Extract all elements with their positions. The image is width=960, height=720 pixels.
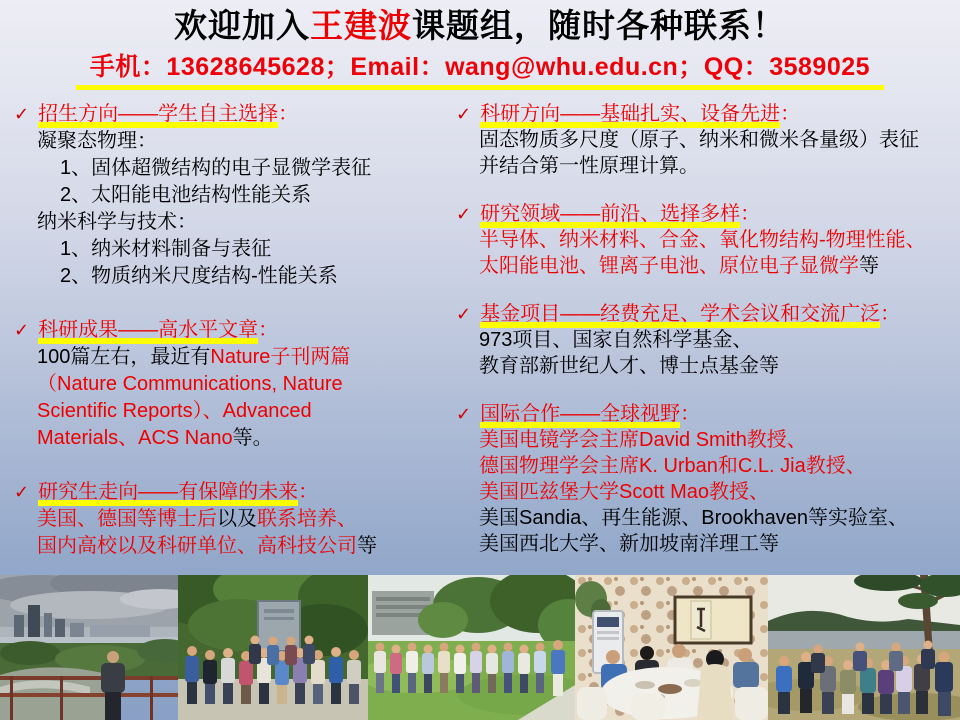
bullet-heading-text: 基金项目——经费充足、学术会议和交流广泛	[480, 303, 880, 328]
bullet-line	[456, 253, 954, 279]
title-suffix: 课题组，随时各种联系！	[412, 7, 786, 44]
bullet-line	[14, 236, 450, 263]
text-segment: 半导体、纳米材料、合金、氧化物结构-物理性能、	[479, 229, 926, 251]
bullet-heading-text: 研究领域——前沿、选择多样	[480, 203, 740, 228]
text-segment: Materials、ACS Nano	[37, 427, 233, 449]
photo-lakeside-group	[768, 575, 960, 720]
bullet-heading-line	[14, 101, 450, 128]
bullet-line	[14, 533, 450, 560]
bullet-line	[456, 353, 954, 379]
text-segment: 等	[357, 535, 377, 557]
bullet-heading-line	[456, 401, 954, 427]
heading-colon: ：	[780, 103, 801, 125]
text-segment: 2、太阳能电池结构性能关系	[60, 184, 312, 206]
bullet-heading-line	[456, 301, 954, 327]
bullet-line	[14, 263, 450, 290]
photo-strip	[0, 575, 960, 720]
bullet-line	[456, 531, 954, 557]
text-segment: 联系培养、	[257, 508, 357, 530]
bullet-line	[14, 344, 450, 371]
bullet-heading-line	[456, 101, 954, 127]
photo-banquet-dinner	[575, 575, 768, 720]
checkmark-icon: ✓	[456, 104, 472, 124]
checkmark-icon: ✓	[14, 104, 30, 124]
bullet-heading-line	[456, 201, 954, 227]
text-segment: （Nature Communications, Nature	[37, 373, 343, 395]
checkmark-icon: ✓	[456, 304, 472, 324]
photo-campus-group	[178, 575, 368, 720]
bullet-heading-line	[14, 317, 450, 344]
bullet-block	[456, 301, 954, 379]
text-segment: 美国、德国等博士后	[37, 508, 217, 530]
text-segment: 国内高校以及科研单位、高科技公司	[37, 535, 357, 557]
title-group-leader-name: 王建波	[310, 7, 412, 44]
heading-colon: ：	[298, 481, 319, 503]
lawn-group-illustration	[368, 575, 575, 720]
bullet-heading-text: 研究生走向——有保障的未来	[38, 481, 298, 506]
text-segment: 凝聚态物理：	[37, 130, 157, 152]
checkmark-icon: ✓	[14, 320, 30, 340]
text-segment: 并结合第一性原理计算。	[479, 155, 699, 177]
bullet-block	[456, 101, 954, 179]
checkmark-icon: ✓	[456, 404, 472, 424]
text-segment: 1、固体超微结构的电子显微学表征	[60, 157, 372, 179]
text-segment: 太阳能电池、锂离子电池、原位电子显微学	[479, 255, 859, 277]
bullet-line	[456, 505, 954, 531]
contact-info-line: 手机：13628645628；Email：wang@whu.edu.cn；QQ：3589025	[76, 47, 884, 90]
bullet-line	[14, 371, 450, 398]
bullet-block	[14, 101, 450, 290]
heading-colon: ：	[680, 403, 701, 425]
bullet-heading-text: 招生方向——学生自主选择	[38, 103, 278, 128]
bullet-line	[456, 153, 954, 179]
checkmark-icon: ✓	[14, 482, 30, 502]
bullet-line	[14, 506, 450, 533]
bullet-line	[14, 182, 450, 209]
bullet-line	[14, 425, 450, 452]
right-column	[450, 101, 954, 587]
page-title	[0, 5, 960, 46]
heading-colon: ：	[880, 303, 901, 325]
text-segment: 以及	[217, 508, 257, 530]
text-segment: 2、物质纳米尺度结构-性能关系	[60, 265, 338, 287]
text-segment: Nature子刊两篇	[210, 346, 351, 368]
bullet-block	[456, 401, 954, 557]
text-segment: 纳米科学与技术：	[37, 211, 197, 233]
text-segment: 等。	[232, 427, 273, 449]
text-segment: 美国Sandia、再生能源、Brookhaven等实验室、	[479, 507, 909, 529]
heading-colon: ：	[740, 203, 761, 225]
header	[0, 5, 960, 90]
text-segment: 美国西北大学、新加坡南洋理工等	[479, 533, 779, 555]
bullet-line	[456, 453, 954, 479]
text-segment: 973项目、国家自然科学基金、	[479, 329, 753, 351]
bullet-line	[14, 155, 450, 182]
photo-lawn-group	[368, 575, 575, 720]
text-segment: 1、纳米材料制备与表征	[60, 238, 272, 260]
bullet-line	[456, 227, 954, 253]
bullet-line	[456, 327, 954, 353]
bullet-heading-text: 科研方向——基础扎实、设备先进	[480, 103, 780, 128]
text-segment: 100篇左右，最近有	[37, 346, 211, 368]
heading-colon: ：	[278, 103, 299, 125]
bullet-block	[456, 201, 954, 279]
checkmark-icon: ✓	[456, 204, 472, 224]
banquet-dinner-illustration	[575, 575, 768, 720]
bullet-heading-text: 国际合作——全球视野	[480, 403, 680, 428]
bullet-line	[14, 209, 450, 236]
bullet-line	[456, 127, 954, 153]
text-segment: 美国电镜学会主席David Smith教授、	[479, 429, 807, 451]
text-segment: 教育部新世纪人才、博士点基金等	[479, 355, 779, 377]
title-prefix: 欢迎加入	[174, 7, 310, 44]
text-segment: Scientific Reports）、Advanced	[37, 400, 312, 422]
bullet-line	[456, 479, 954, 505]
photo-city-skyline	[0, 575, 178, 720]
content-columns	[14, 101, 954, 587]
bullet-line	[456, 427, 954, 453]
lakeside-group-illustration	[768, 575, 960, 720]
city-skyline-illustration	[0, 575, 178, 720]
bullet-block	[14, 479, 450, 560]
heading-colon: ：	[258, 319, 279, 341]
bullet-block	[14, 317, 450, 452]
bullet-heading-text: 科研成果——高水平文章	[38, 319, 258, 344]
bullet-line	[14, 128, 450, 155]
bullet-heading-line	[14, 479, 450, 506]
text-segment: 固态物质多尺度（原子、纳米和微米各量级）表征	[479, 129, 919, 151]
text-segment: 等	[859, 255, 879, 277]
campus-group-illustration	[178, 575, 368, 720]
text-segment: 德国物理学会主席K. Urban和C.L. Jia教授、	[479, 455, 866, 477]
bullet-line	[14, 398, 450, 425]
text-segment: 美国匹兹堡大学Scott Mao教授、	[479, 481, 770, 503]
left-column	[14, 101, 450, 587]
